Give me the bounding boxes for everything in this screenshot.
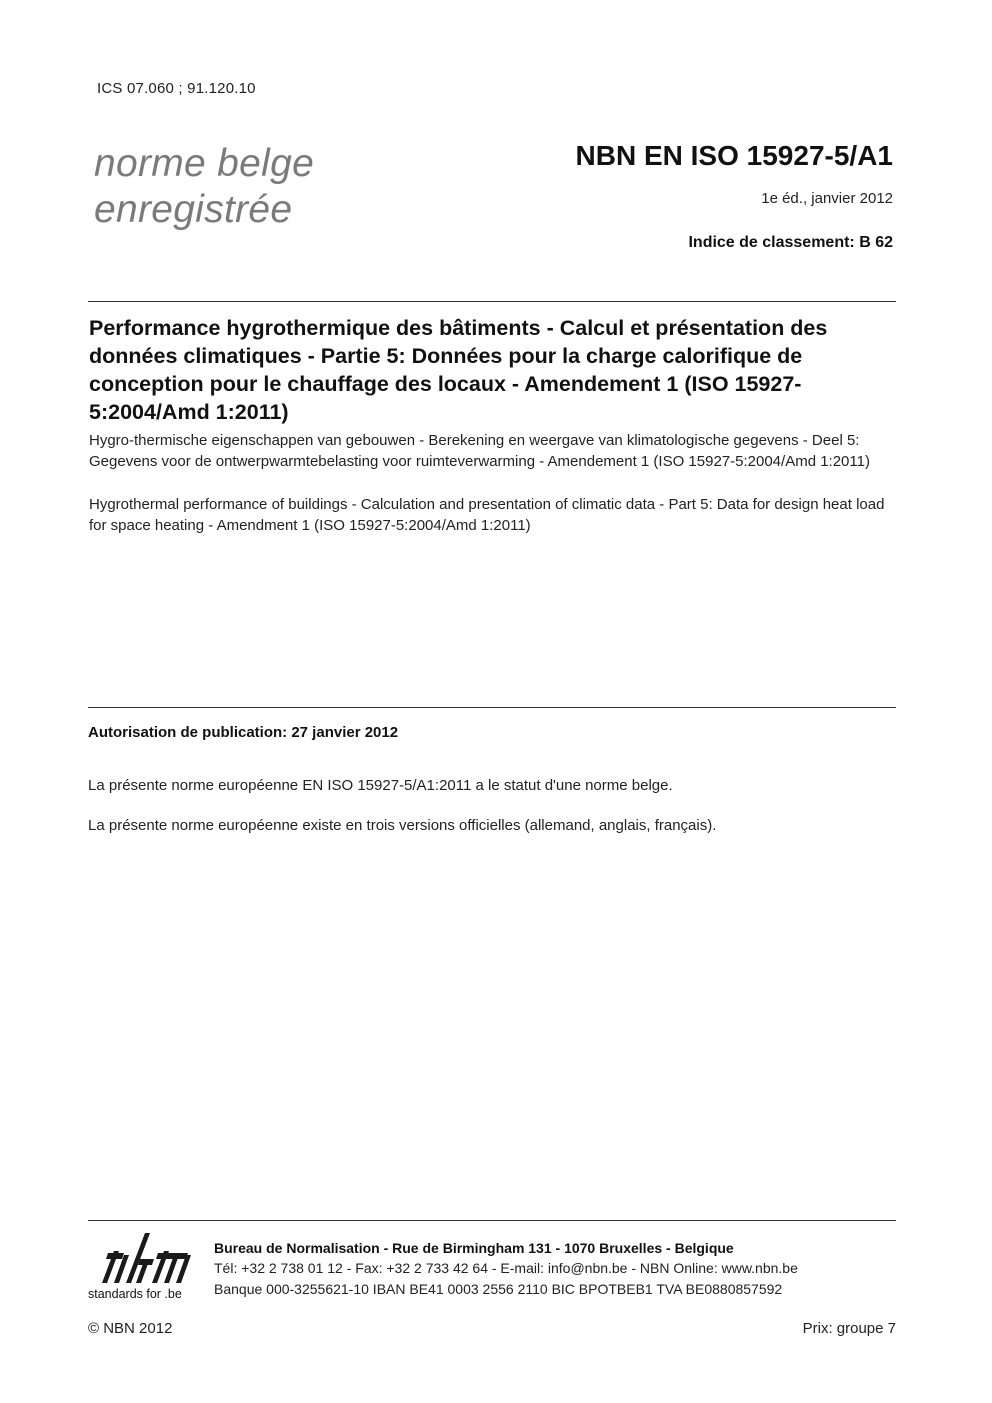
nbn-logo-mark: [88, 1233, 198, 1285]
divider-middle: [88, 707, 896, 708]
logo-caption: standards for .be: [88, 1287, 182, 1301]
footer-contact: Tél: +32 2 738 01 12 - Fax: +32 2 733 42 64 - E-mail: info@nbn.be - NBN Online: www.nbn.be: [214, 1260, 798, 1276]
divider-footer: [88, 1220, 896, 1221]
copyright: © NBN 2012: [88, 1320, 173, 1337]
publication-authorization: Autorisation de publication: 27 janvier 2012: [88, 724, 399, 741]
classification-index: Indice de classement: B 62: [688, 234, 893, 251]
title-english: Hygrothermal performance of buildings - Calculation and presentation of climatic data - Part 5: Data for design heat load for space heating - Amendment 1 (ISO 15927-5:2004/Amd 1:2011): [89, 496, 885, 534]
title-french: Performance hygrothermique des bâtiments - Calcul et présentation des données climatiques - Partie 5: Données pour la charge calorifique de conception pour le chauffage des locaux - Amendement 1 (ISO 15927-5:2004/Amd 1:2011): [89, 316, 828, 424]
footer-bank-details: Banque 000-3255621-10 IBAN BE41 0003 2556 2110 BIC BPOTBEB1 TVA BE0880857592: [214, 1281, 783, 1297]
price-group: Prix: groupe 7: [802, 1320, 896, 1337]
footer-organization: Bureau de Normalisation - Rue de Birmingham 131 - 1070 Bruxelles - Belgique: [214, 1240, 734, 1256]
brand-title-line-1: norme belge: [94, 142, 315, 185]
title-dutch: Hygro-thermische eigenschappen van gebouwen - Berekening en weergave van klimatologische gegevens - Deel 5: Gegevens voor de ontwerpwarmtebelasting voor ruimteverwarming - Amendement 1 (ISO 15927-5:2004/Amd 1:2011): [89, 432, 870, 470]
versions-paragraph: La présente norme européenne existe en trois versions officielles (allemand, anglais, français).: [88, 817, 717, 834]
nbn-logo: [88, 1233, 200, 1305]
brand-title-line-2: enregistrée: [94, 188, 293, 231]
ics-codes: ICS 07.060 ; 91.120.10: [97, 80, 256, 97]
standard-number: NBN EN ISO 15927-5/A1: [575, 140, 893, 171]
edition-date: 1e éd., janvier 2012: [761, 190, 893, 207]
status-paragraph: La présente norme européenne EN ISO 15927-5/A1:2011 a le statut d'une norme belge.: [88, 777, 673, 794]
divider-top: [88, 301, 896, 302]
